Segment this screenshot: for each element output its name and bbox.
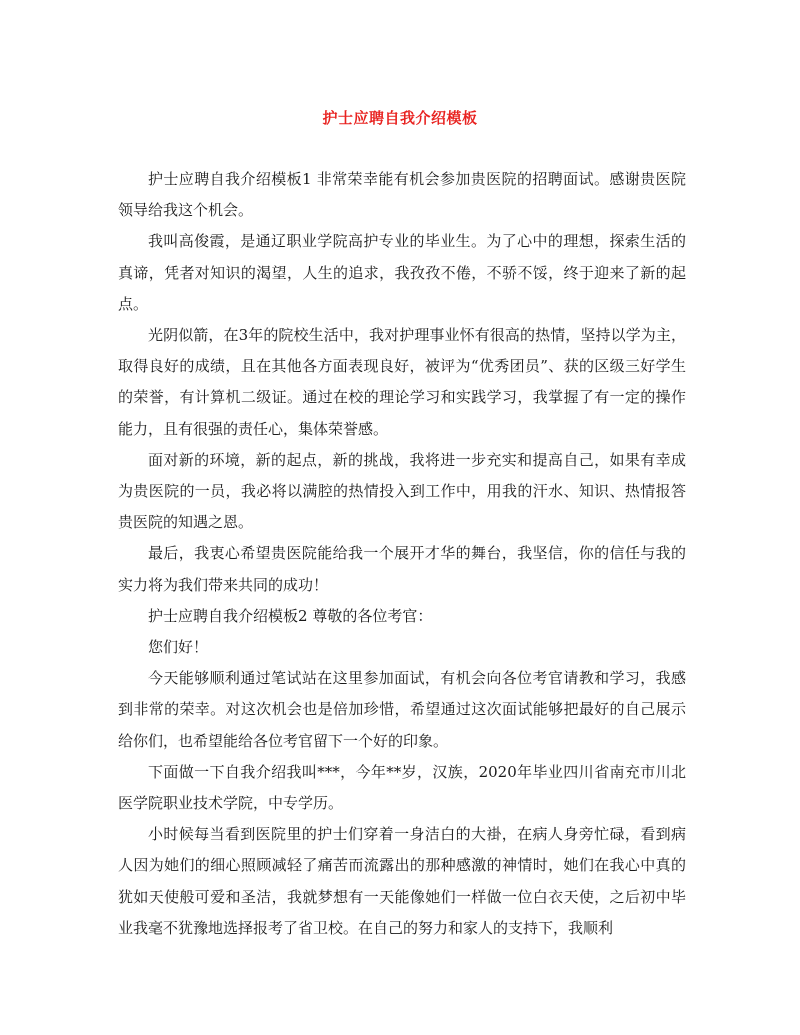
paragraph: 护士应聘自我介绍模板1 非常荣幸能有机会参加贵医院的招聘面试。感谢贵医院领导给我这个机会。: [118, 170, 686, 220]
document-title: 护士应聘自我介绍模板: [322, 109, 478, 127]
paragraph: 今天能够顺利通过笔试站在这里参加面试，有机会向各位考官请教和学习，我感到非常的荣幸。对这次机会也是倍加珍惜，希望通过这次面试能够把最好的自己展示给你们，也希望能给各位考官留下一个好的印象。: [118, 669, 686, 750]
document-body: [118, 164, 686, 944]
paragraph: 最后，我衷心希望贵医院能给我一个展开才华的舞台，我坚信，你的信任与我的实力将为我们带来共同的成功！: [118, 544, 686, 594]
paragraph: 我叫高俊霞，是通辽职业学院高护专业的毕业生。为了心中的理想，探索生活的真谛，凭者对知识的渴望，人生的追求，我孜孜不倦，不骄不馁，终于迎来了新的起点。: [118, 232, 686, 313]
paragraph: 光阴似箭，在3年的院校生活中，我对护理事业怀有很高的热情，坚持以学为主，取得良好的成绩，且在其他各方面表现良好，被评为“优秀团员”、获的区级三好学生的荣誉，有计算机二级证。通过在校的理论学习和实践学习，我掌握了有一定的操作能力，且有很强的责任心，集体荣誉感。: [118, 326, 686, 438]
paragraph: 护士应聘自我介绍模板2 尊敬的各位考官：: [148, 606, 433, 625]
paragraph: 下面做一下自我介绍我叫***，今年**岁，汉族，2020年毕业四川省南充市川北医学院职业技术学院，中专学历。: [118, 762, 686, 813]
paragraph: 您们好！: [148, 638, 209, 657]
paragraph: 面对新的环境，新的起点，新的挑战，我将进一步充实和提高自己，如果有幸成为贵医院的一员，我必将以满腔的热情投入到工作中，用我的汗水、知识、热情报答贵医院的知遇之恩。: [118, 450, 686, 532]
paragraph: 小时候每当看到医院里的护士们穿着一身洁白的大褂，在病人身旁忙碌，看到病人因为她们的细心照顾减轻了痛苦而流露出的那种感激的神情时，她们在我心中真的犹如天使般可爱和圣洁，我就梦想有一天能像她们一样做一位白衣天使，之后初中毕业我毫不犹豫地选择报考了省卫校。在自己的努力和家人的支持下，我顺利: [118, 825, 686, 937]
